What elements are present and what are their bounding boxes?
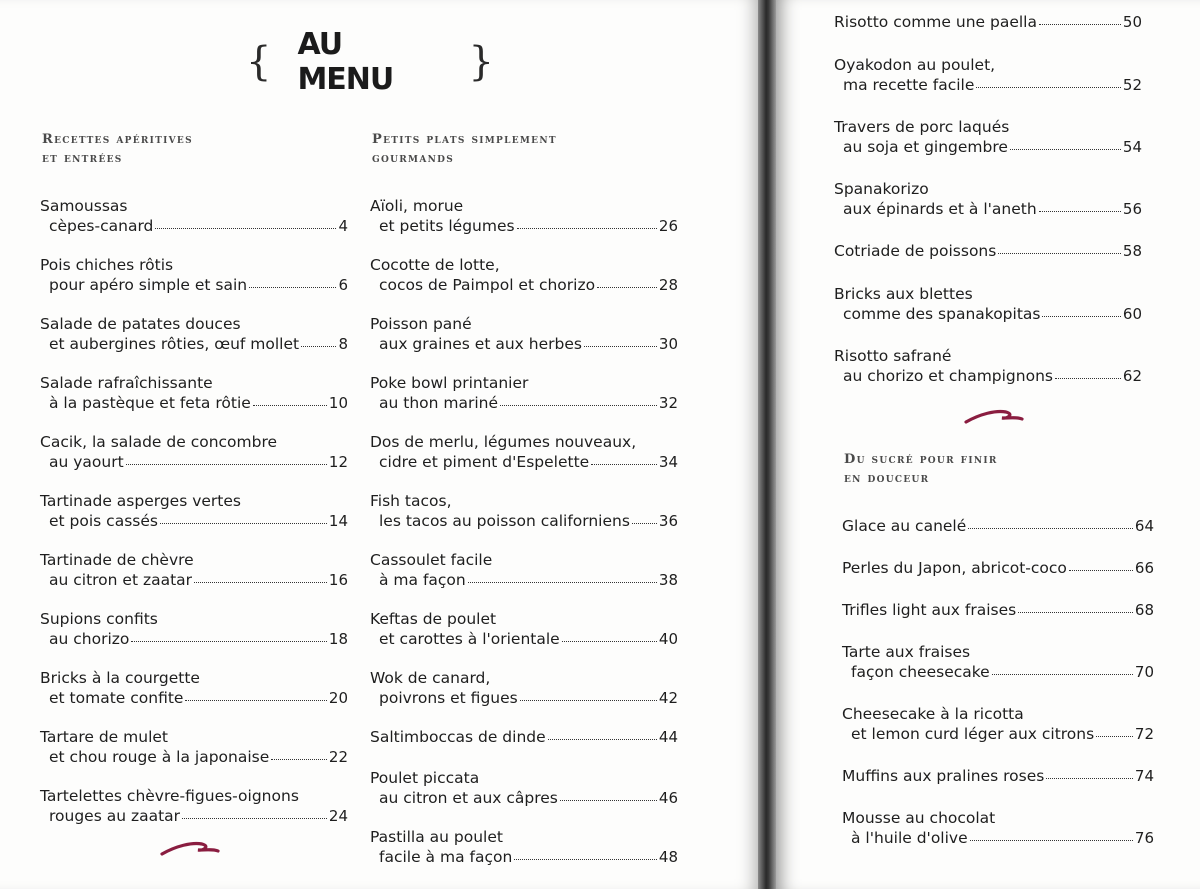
entry-subtitle-line: pour apéro simple et sain [49,276,248,294]
page-number: 74 [1134,767,1154,785]
toc-entry [370,727,678,747]
dot-leader [160,523,327,524]
entry-title-line: Risotto safrané [834,347,952,365]
entry-subtitle-line: au soja et gingembre [843,138,1008,156]
entry-subtitle-line: les tacos au poisson californiens [379,512,630,530]
page-number: 24 [328,807,348,825]
dot-leader [998,253,1121,254]
page-number: 40 [658,630,678,648]
entry-subtitle-line: cidre et piment d'Espelette [379,453,590,471]
toc-entry [370,768,678,808]
toc-entry [842,642,1154,682]
entry-subtitle-line: au chorizo et champignons [843,367,1053,385]
entry-row [40,511,348,531]
page-number: 14 [328,512,348,530]
entry-title-line: Dos de merlu, légumes nouveaux, [370,433,637,451]
toc-entry [834,12,1142,32]
entry-subtitle-line: et lemon curd léger aux citrons [851,725,1095,743]
page-number: 60 [1122,305,1142,323]
dot-leader [584,346,657,347]
page-number: 34 [658,453,678,471]
toc-entry [834,117,1142,157]
dot-leader [517,228,657,229]
page-number: 16 [328,571,348,589]
entry-title-line: Tartinade de chèvre [40,551,194,569]
page-number: 18 [328,630,348,648]
toc-entry [842,704,1154,744]
toc-entry [834,284,1142,324]
entry-list [834,12,1142,386]
entry-title-line: Spanakorizo [834,180,929,198]
entry-subtitle-line: rouges au zaatar [49,807,181,825]
entry-subtitle-line: et chou rouge à la japonaise [49,748,270,766]
entry-title-line: Tartelettes chèvre-figues-oignons [40,787,299,805]
dot-leader [1069,570,1133,571]
entry-row [370,275,678,295]
toc-entry [834,346,1142,386]
page-number: 48 [658,848,678,866]
entry-row [370,688,678,708]
dot-leader [562,641,657,642]
page-number: 10 [328,394,348,412]
page-number: 56 [1122,200,1142,218]
toc-entry [40,432,348,472]
entry-title-line: Mousse au chocolat [842,809,996,827]
entry-title-line: Travers de porc laqués [834,118,1010,136]
toc-entry [370,373,678,413]
dot-leader [126,464,327,465]
entry-subtitle-line: et aubergines rôties, œuf mollet [49,335,300,353]
entry-subtitle-line: au chorizo [49,630,130,648]
toc-entry [40,255,348,295]
page-number: 50 [1122,13,1142,31]
page-number: 44 [658,728,678,746]
entry-list [370,196,678,867]
entry-title-line: Supions confits [40,610,158,628]
page-number: 54 [1122,138,1142,156]
page-number: 26 [658,217,678,235]
menu-title [246,27,494,97]
toc-entry [40,373,348,413]
page-number: 6 [338,276,348,294]
entry-row [842,516,1154,536]
entry-subtitle-line: et petits légumes [379,217,515,235]
entry-subtitle-line: Perles du Japon, abricot-coco [842,559,1067,577]
heading-line: Recettes apéritives [42,132,193,147]
entry-row [842,662,1154,682]
column-plats-continued [834,12,1142,408]
toc-entry [842,516,1154,536]
entry-row [370,629,678,649]
entry-title-line: Pastilla au poulet [370,828,503,846]
entry-row [834,12,1142,32]
entry-subtitle-line: Trifles light aux fraises [842,601,1017,619]
dot-leader [253,405,327,406]
entry-list [842,516,1154,848]
heading-line: gourmands [372,151,455,166]
entry-subtitle-line: poivrons et figues [379,689,518,707]
toc-entry [40,727,348,767]
entry-title-line: Cocotte de lotte, [370,256,500,274]
dot-leader [1046,778,1133,779]
entry-title-line: Keftas de poulet [370,610,497,628]
entry-subtitle-line: et tomate confite [49,689,184,707]
page-number: 30 [658,335,678,353]
toc-entry [842,808,1154,848]
toc-entry [834,241,1142,261]
entry-subtitle-line: Saltimboccas de dinde [370,728,546,746]
toc-entry [842,766,1154,786]
entry-title-line: Aïoli, morue [370,197,464,215]
entry-subtitle-line: au yaourt [49,453,124,471]
book-gutter [758,0,776,889]
toc-entry [370,314,678,354]
page-number: 22 [328,748,348,766]
entry-row [40,629,348,649]
entry-subtitle-line: cocos de Paimpol et chorizo [379,276,596,294]
dot-leader [1039,211,1121,212]
entry-subtitle-line: Glace au canelé [842,517,967,535]
entry-title-line: Tartare de mulet [40,728,168,746]
dot-leader [185,700,326,701]
page-number: 66 [1134,559,1154,577]
toc-entry [370,432,678,472]
dot-leader [597,287,657,288]
entry-subtitle-line: Risotto comme une paella [834,13,1037,31]
entry-row [370,393,678,413]
left-brace: { [246,39,272,85]
entry-row [842,724,1154,744]
dot-leader [970,840,1133,841]
entry-subtitle-line: cèpes-canard [49,217,154,235]
page-number: 28 [658,276,678,294]
entry-title-line: Samoussas [40,197,128,215]
entry-title-line: Bricks à la courgette [40,669,200,687]
entry-title-line: Salade rafraîchissante [40,374,213,392]
page-number: 68 [1134,601,1154,619]
toc-entry [834,179,1142,219]
entry-row [370,570,678,590]
dot-leader [500,405,657,406]
toc-entry [40,314,348,354]
section-heading-plats [372,130,678,168]
entry-list [40,196,348,826]
entry-subtitle-line: Cotriade de poissons [834,242,997,260]
entry-row [834,75,1142,95]
dot-leader [1010,149,1121,150]
entry-title-line: Oyakodon au poulet, [834,56,996,74]
dot-leader [560,800,657,801]
entry-row [40,570,348,590]
entry-title-line: Bricks aux blettes [834,285,973,303]
entry-row [370,452,678,472]
page-number: 64 [1134,517,1154,535]
dot-leader [182,818,327,819]
dot-leader [520,700,657,701]
dot-leader [992,674,1133,675]
entry-subtitle-line: et pois cassés [49,512,158,530]
dot-leader [1039,24,1121,25]
entry-subtitle-line: comme des spanakopitas [843,305,1041,323]
page-number: 58 [1122,242,1142,260]
page-number: 52 [1122,76,1142,94]
entry-subtitle-line: aux épinards et à l'aneth [843,200,1037,218]
dot-leader [514,859,657,860]
entry-row [370,334,678,354]
entry-title-line: Cassoulet facile [370,551,493,569]
page-number: 20 [328,689,348,707]
entry-row [842,828,1154,848]
heading-line: Du sucré pour finir [844,452,998,467]
dot-leader [194,582,327,583]
entry-row [370,847,678,867]
dot-leader [632,523,657,524]
entry-row [40,452,348,472]
heading-line: et entrées [42,151,123,166]
entry-row [40,275,348,295]
section-heading-desserts [844,450,1154,488]
page-number: 4 [338,217,348,235]
toc-entry [40,491,348,531]
page-number: 76 [1134,829,1154,847]
entry-subtitle-line: au thon mariné [379,394,499,412]
entry-subtitle-line: facile à ma façon [379,848,513,866]
entry-subtitle-line: ma recette facile [843,76,975,94]
toc-entry [842,558,1154,578]
entry-row [40,747,348,767]
page-number: 36 [658,512,678,530]
entry-subtitle-line: façon cheesecake [851,663,990,681]
dot-leader [249,287,336,288]
heading-line: en douceur [844,471,930,486]
entry-title-line: Poke bowl printanier [370,374,529,392]
entry-title-line: Pois chiches rôtis [40,256,174,274]
entry-row [40,688,348,708]
page-number: 42 [658,689,678,707]
entry-subtitle-line: à la pastèque et feta rôtie [49,394,251,412]
page-number: 46 [658,789,678,807]
entry-subtitle-line: à ma façon [379,571,466,589]
entry-title-line: Wok de canard, [370,669,491,687]
page-number: 72 [1134,725,1154,743]
entry-row [370,511,678,531]
toc-entry [370,668,678,708]
toc-entry [370,491,678,531]
entry-row [40,806,348,826]
dot-leader [968,528,1133,529]
toc-entry [842,600,1154,620]
page-number: 38 [658,571,678,589]
column-plats [370,130,678,886]
heading-line: Petits plats simplement [372,132,557,147]
toc-entry [40,609,348,649]
page-number: 12 [328,453,348,471]
entry-subtitle-line: à l'huile d'olive [851,829,968,847]
entry-row [842,558,1154,578]
page-number: 62 [1122,367,1142,385]
entry-row [834,304,1142,324]
entry-title-line: Cheesecake à la ricotta [842,705,1024,723]
menu-title-text: AU MENU [297,27,394,97]
entry-subtitle-line: Muffins aux pralines roses [842,767,1045,785]
dot-leader [548,739,657,740]
entry-subtitle-line: aux graines et aux herbes [379,335,582,353]
entry-row [40,393,348,413]
toc-entry [370,255,678,295]
entry-row [370,216,678,236]
entry-title-line: Tartinade asperges vertes [40,492,241,510]
dot-leader [976,87,1121,88]
entry-row [370,727,678,747]
dot-leader [1096,736,1133,737]
entry-row [834,241,1142,261]
entry-title-line: Salade de patates douces [40,315,241,333]
dot-leader [131,641,327,642]
column-desserts [842,450,1154,870]
entry-row [842,766,1154,786]
toc-entry [370,550,678,590]
entry-title-line: Poisson pané [370,315,472,333]
entry-row [834,199,1142,219]
toc-entry [40,786,348,826]
entry-row [842,600,1154,620]
page-number: 70 [1134,663,1154,681]
toc-entry [370,827,678,867]
column-aperitifs [40,130,348,845]
entry-row [40,334,348,354]
entry-row [370,788,678,808]
entry-title-line: Poulet piccata [370,769,480,787]
swirl-ornament-icon [158,838,222,860]
entry-title-line: Cacik, la salade de concombre [40,433,278,451]
toc-entry [370,196,678,236]
dot-leader [301,346,336,347]
entry-row [834,137,1142,157]
entry-subtitle-line: au citron et zaatar [49,571,193,589]
section-heading-aperitifs [42,130,348,168]
toc-entry [834,55,1142,95]
entry-title-line: Fish tacos, [370,492,452,510]
page-number: 32 [658,394,678,412]
dot-leader [1042,316,1120,317]
right-brace: } [468,39,494,85]
toc-entry [40,196,348,236]
toc-entry [40,668,348,708]
entry-row [40,216,348,236]
page-number: 8 [338,335,348,353]
dot-leader [591,464,657,465]
entry-subtitle-line: et carottes à l'orientale [379,630,560,648]
dot-leader [1018,612,1133,613]
toc-entry [370,609,678,649]
entry-subtitle-line: au citron et aux câpres [379,789,558,807]
toc-entry [40,550,348,590]
dot-leader [271,759,327,760]
entry-title-line: Tarte aux fraises [842,643,971,661]
entry-row [834,366,1142,386]
swirl-ornament-icon [962,406,1026,428]
dot-leader [155,228,336,229]
dot-leader [1055,378,1121,379]
dot-leader [468,582,657,583]
